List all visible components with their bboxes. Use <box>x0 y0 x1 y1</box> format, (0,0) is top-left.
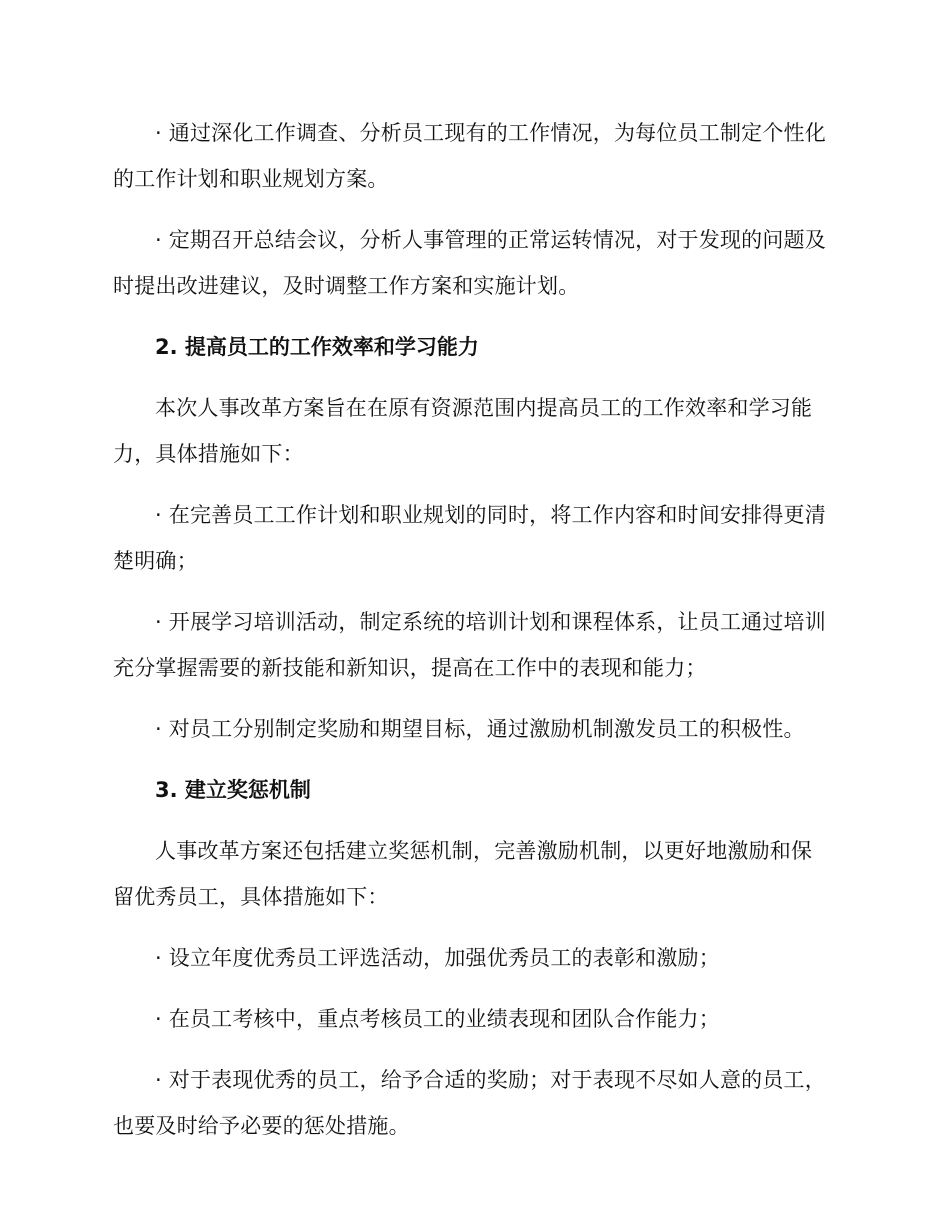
bullet-item: · 对于表现优秀的员工，给予合适的奖励；对于表现不尽如人意的员工，也要及时给予必要的惩处措施。 <box>113 1068 826 1138</box>
bullet-item: · 定期召开总结会议，分析人事管理的正常运转情况，对于发现的问题及时提出改进建议，及时调整工作方案和实施计划。 <box>113 228 826 298</box>
body-paragraph: 本次人事改革方案旨在在原有资源范围内提高员工的工作效率和学习能力，具体措施如下： <box>113 396 813 466</box>
bullet-item: · 对员工分别制定奖励和期望目标，通过激励机制激发员工的积极性。 <box>155 717 805 741</box>
body-paragraph: 人事改革方案还包括建立奖惩机制，完善激励机制，以更好地激励和保留优秀员工，具体措施如下： <box>113 839 813 909</box>
bullet-item: · 在员工考核中，重点考核员工的业绩表现和团队合作能力； <box>155 1007 720 1031</box>
bullet-item: · 通过深化工作调查、分析员工现有的工作情况，为每位员工制定个性化的工作计划和职业规划方案。 <box>113 121 826 191</box>
bullet-item: · 设立年度优秀员工评选活动，加强优秀员工的表彰和激励； <box>155 946 720 970</box>
bullet-item: · 在完善员工工作计划和职业规划的同时，将工作内容和时间安排得更清楚明确； <box>113 503 826 573</box>
section-heading: 2. 提高员工的工作效率和学习能力 <box>155 335 479 359</box>
bullet-item: · 开展学习培训活动，制定系统的培训计划和课程体系，让员工通过培训充分掌握需要的新技能和新知识，提高在工作中的表现和能力； <box>113 610 826 680</box>
section-heading: 3. 建立奖惩机制 <box>155 778 311 802</box>
